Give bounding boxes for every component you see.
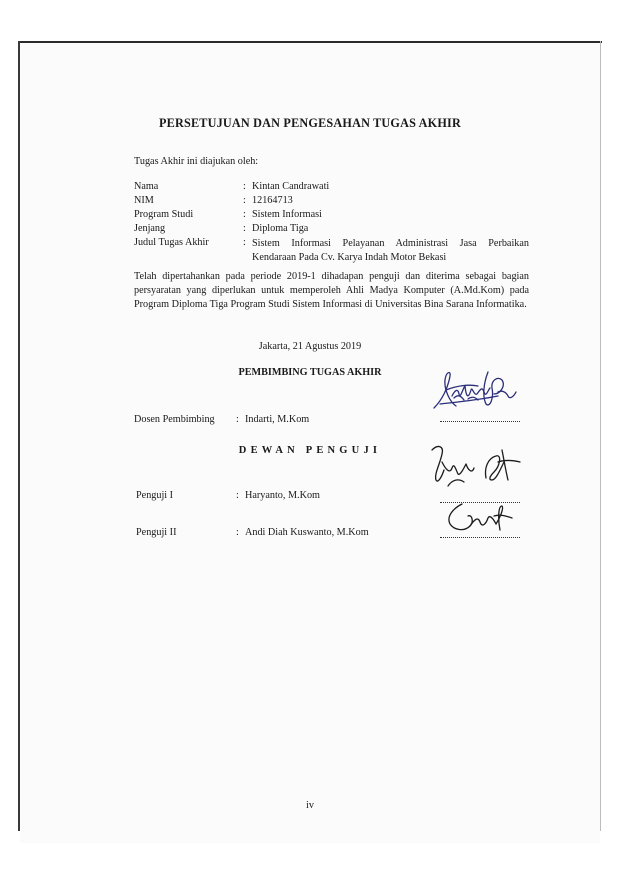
penguji-2-signature-line bbox=[440, 537, 520, 538]
field-value-judul: Sistem Informasi Pelayanan Administrasi Jasa Perbaikan Kendaraan Pada Cv. Karya Indah Motor Bekasi bbox=[252, 238, 529, 263]
field-colon: : bbox=[243, 223, 246, 234]
field-colon: : bbox=[243, 181, 246, 192]
penguji-2-label: Penguji II bbox=[136, 527, 177, 538]
page-number: iv bbox=[306, 800, 314, 811]
field-label-program-studi: Program Studi bbox=[134, 209, 194, 220]
pembimbing-signature-line bbox=[440, 421, 520, 422]
penguji-1-colon: : bbox=[236, 490, 239, 501]
pembimbing-colon: : bbox=[236, 414, 239, 425]
dewan-penguji-heading: DEWAN PENGUJI bbox=[238, 445, 382, 456]
pembimbing-label: Dosen Pembimbing bbox=[134, 414, 215, 425]
place-date: Jakarta, 21 Agustus 2019 bbox=[258, 341, 362, 352]
field-label-jenjang: Jenjang bbox=[134, 223, 166, 234]
penguji-1-name: Haryanto, M.Kom bbox=[245, 490, 320, 501]
field-colon: : bbox=[243, 195, 246, 206]
penguji-2-signature bbox=[440, 500, 520, 538]
penguji-1-signature bbox=[428, 440, 528, 502]
field-value-nim: 12164713 bbox=[252, 195, 293, 206]
penguji-2-colon: : bbox=[236, 527, 239, 538]
field-label-nama: Nama bbox=[134, 181, 159, 192]
field-label-nim: NIM bbox=[134, 195, 154, 206]
pembimbing-heading: PEMBIMBING TUGAS AKHIR bbox=[238, 367, 382, 378]
approval-paragraph: Telah dipertahankan pada periode 2019-1 dihadapan penguji dan diterima sebagai bagian persyaratan yang diperlukan untuk memperoleh Ahli Madya Komputer (A.Md.Kom) pada Program Diploma Tiga Program Studi Sistem Informasi di Universitas Bina Sarana Informatika. bbox=[134, 271, 529, 310]
scan-edge-right bbox=[600, 41, 601, 831]
field-label-judul: Judul Tugas Akhir bbox=[134, 237, 209, 248]
penguji-2-name: Andi Diah Kuswanto, M.Kom bbox=[245, 527, 369, 538]
pembimbing-name: Indarti, M.Kom bbox=[245, 414, 310, 425]
field-value-jenjang: Diploma Tiga bbox=[252, 223, 309, 234]
penguji-1-label: Penguji I bbox=[136, 490, 174, 501]
document-title: PERSETUJUAN DAN PENGESAHAN TUGAS AKHIR bbox=[159, 116, 461, 130]
pembimbing-signature bbox=[428, 366, 528, 416]
field-colon: : bbox=[243, 209, 246, 220]
intro-text: Tugas Akhir ini diajukan oleh: bbox=[134, 156, 259, 167]
field-value-nama: Kintan Candrawati bbox=[252, 181, 330, 192]
field-value-program-studi: Sistem Informasi bbox=[252, 209, 322, 220]
field-colon: : bbox=[243, 237, 246, 248]
